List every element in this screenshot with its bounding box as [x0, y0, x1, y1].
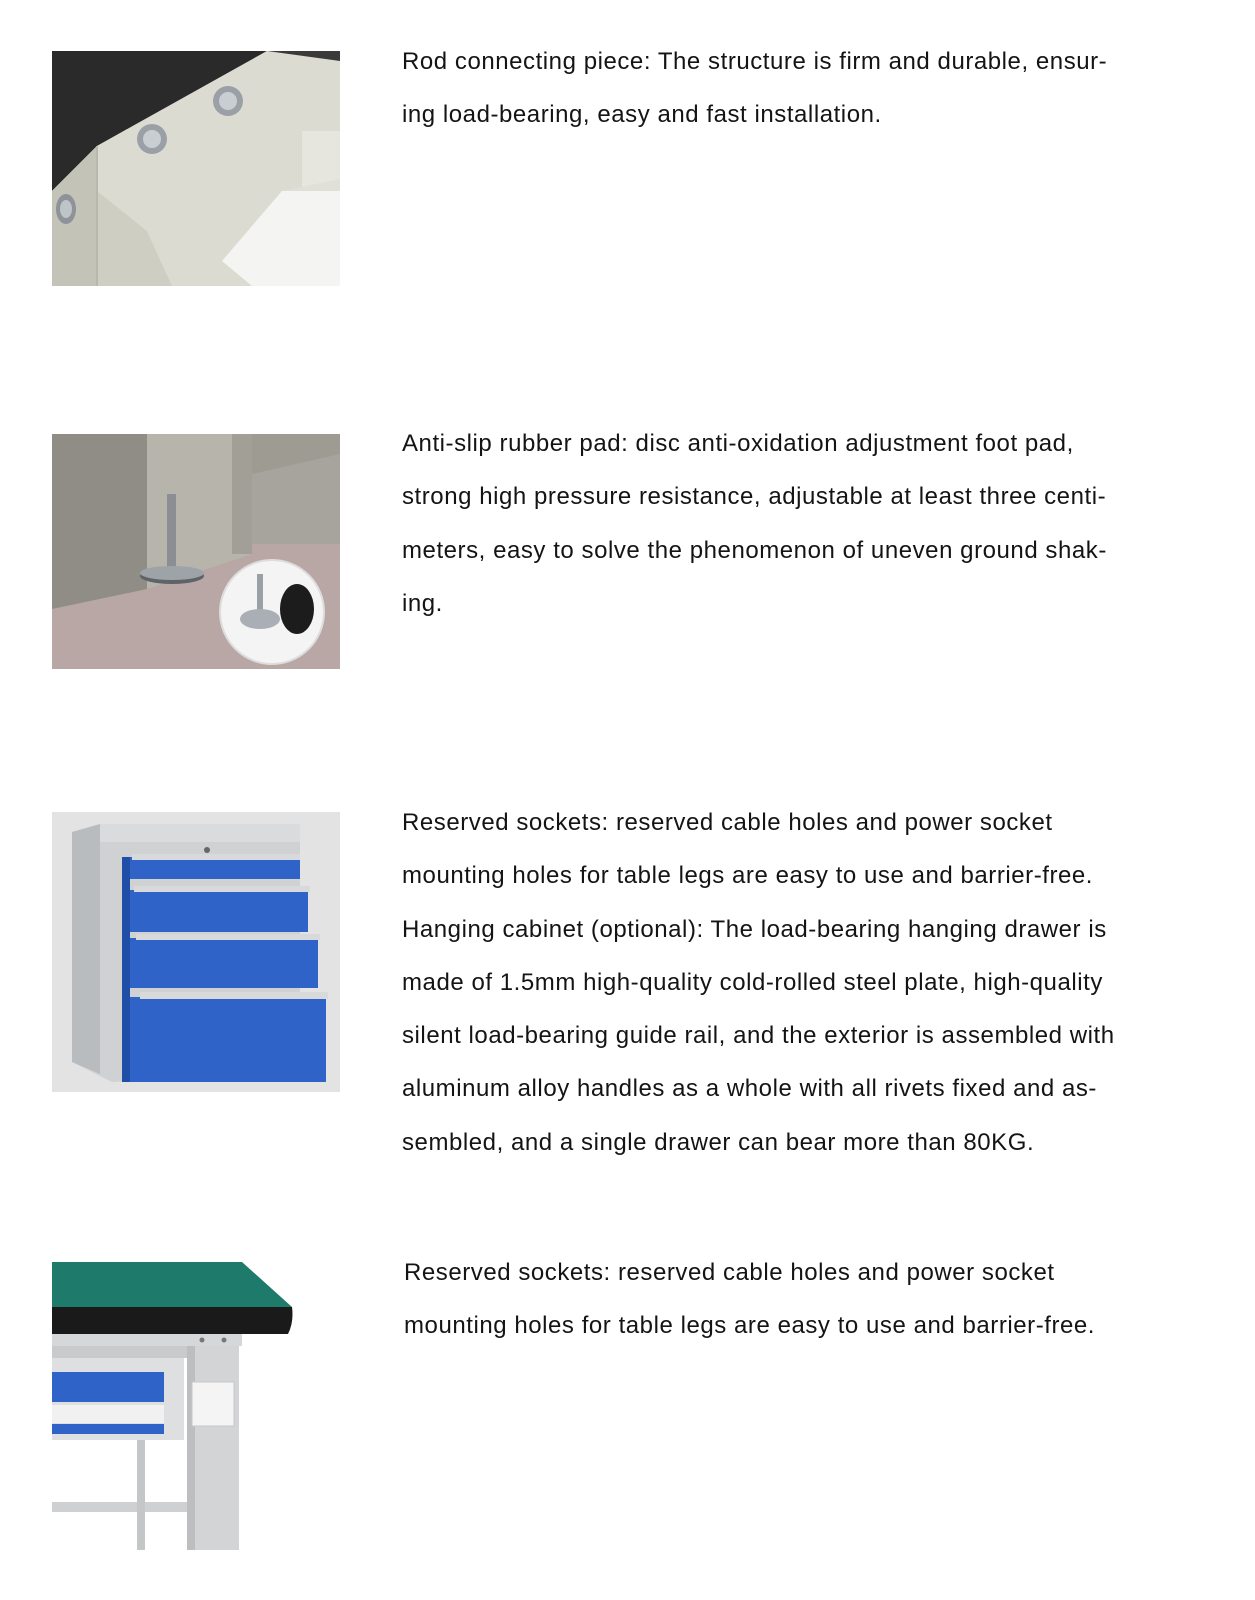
description-line: Hanging cabinet (optional): The load-bearing hanging drawer is: [402, 915, 1107, 943]
workbench-socket-photo: [52, 1262, 297, 1550]
description-line: meters, easy to solve the phenomenon of uneven ground shak-: [402, 536, 1107, 564]
description-line: sembled, and a single drawer can bear more than 80KG.: [402, 1128, 1035, 1156]
description-line: ing.: [402, 589, 443, 617]
description-line: Rod connecting piece: The structure is firm and durable, ensur-: [402, 48, 1108, 75]
hanging-cabinet-photo: [52, 812, 340, 1092]
description-line: mounting holes for table legs are easy to use and barrier-free.: [404, 1312, 1096, 1340]
description-line: silent load-bearing guide rail, and the exterior is assembled with: [402, 1022, 1115, 1050]
workbench-socket-description: [404, 1246, 1095, 1353]
description-line: made of 1.5mm high-quality cold-rolled steel plate, high-quality: [402, 968, 1103, 996]
description-line: strong high pressure resistance, adjustable at least three centi-: [402, 483, 1107, 511]
rod-connector-photo: [52, 51, 340, 286]
description-line: Reserved sockets: reserved cable holes and power socket: [404, 1259, 1055, 1286]
description-line: ing load-bearing, easy and fast installation.: [402, 101, 882, 129]
foot-pad-photo: [52, 434, 340, 669]
description-line: Reserved sockets: reserved cable holes and power socket: [402, 809, 1053, 836]
description-line: mounting holes for table legs are easy to use and barrier-free.: [402, 862, 1094, 890]
foot-pad-description: [402, 417, 1107, 630]
description-line: Anti-slip rubber pad: disc anti-oxidation adjustment foot pad,: [402, 430, 1074, 457]
rod-connector-description: [402, 35, 1107, 142]
hanging-cabinet-description: [402, 796, 1115, 1169]
description-line: aluminum alloy handles as a whole with all rivets fixed and as-: [402, 1075, 1097, 1103]
